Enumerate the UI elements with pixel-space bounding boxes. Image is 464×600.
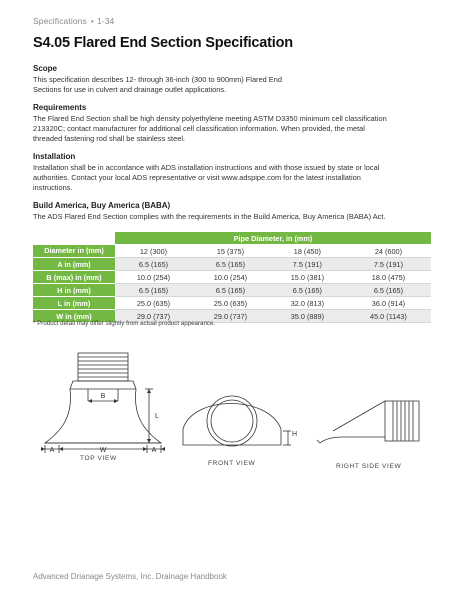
row-label: L in (mm) bbox=[33, 297, 115, 310]
table-cell: 25.0 (635) bbox=[192, 297, 269, 310]
baba-line: The ADS Flared End Section complies with the requirements in the Build America, Buy America (BABA) Act. bbox=[33, 212, 386, 221]
table-row bbox=[33, 271, 431, 284]
page-title: S4.05 Flared End Section Specification bbox=[33, 35, 293, 51]
requirements-line: The Flared End Section shall be high density polyethylene meeting ASTM D3350 minimum cell classification bbox=[33, 114, 387, 123]
table-cell: 18 (450) bbox=[269, 245, 346, 258]
table-cell: 29.0 (737) bbox=[192, 310, 269, 323]
table-cell: 6.5 (165) bbox=[115, 284, 192, 297]
table-row bbox=[33, 297, 431, 310]
separator-dot: • bbox=[90, 16, 94, 26]
running-head-section: Specifications bbox=[33, 16, 87, 26]
table-cell: 25.0 (635) bbox=[115, 297, 192, 310]
page-footer: Advanced Drianage Systems, Inc. Drainage Handbook bbox=[33, 572, 227, 581]
installation-line: instructions. bbox=[33, 183, 73, 192]
requirements-text bbox=[33, 114, 387, 144]
table-cell: 10.0 (254) bbox=[115, 271, 192, 284]
baba-heading: Build America, Buy America (BABA) bbox=[33, 201, 171, 210]
dim-l-label: L bbox=[155, 413, 159, 420]
table-row bbox=[33, 284, 431, 297]
dim-a-right-label: A bbox=[151, 447, 157, 454]
installation-line: Installation shall be in accordance with ADS installation instructions and with those issued by state or local bbox=[33, 163, 380, 172]
table-cell: 10.0 (254) bbox=[192, 271, 269, 284]
installation-line: authorities. Contact your local ADS representative or visit www.adspipe.com for the latest installation bbox=[33, 173, 361, 182]
side-bottom bbox=[320, 437, 385, 443]
table-corner-cell bbox=[33, 232, 115, 245]
table-cell: 6.5 (165) bbox=[192, 258, 269, 271]
requirements-line: 213320C; contact manufacturer for additional cell classification information. When provided, the metal bbox=[33, 124, 365, 133]
row-label: A in (mm) bbox=[33, 258, 115, 271]
scope-line: This specification describes 12- through 36-inch (300 to 900mm) Flared End bbox=[33, 75, 282, 84]
table-cell: 18.0 (475) bbox=[346, 271, 431, 284]
table-cell: 6.5 (165) bbox=[115, 258, 192, 271]
top-view-label: TOP VIEW bbox=[80, 455, 117, 462]
table-cell: 7.5 (191) bbox=[269, 258, 346, 271]
row-label: H in (mm) bbox=[33, 284, 115, 297]
pipe-diameter-header: Pipe Diameter, in (mm) bbox=[115, 232, 431, 245]
table-cell: 6.5 (165) bbox=[192, 284, 269, 297]
specification-table bbox=[33, 232, 431, 323]
table-cell: 29.0 (737) bbox=[115, 310, 192, 323]
table-cell: 15.0 (381) bbox=[269, 271, 346, 284]
table-cell: 32.0 (813) bbox=[269, 297, 346, 310]
row-label: B (max) in (mm) bbox=[33, 271, 115, 284]
pipe-inner-circle bbox=[211, 400, 253, 442]
side-view-drawing bbox=[317, 401, 419, 443]
running-head bbox=[33, 16, 114, 26]
table-cell: 36.0 (914) bbox=[346, 297, 431, 310]
dim-b-label: B bbox=[100, 393, 106, 400]
side-top bbox=[333, 401, 385, 431]
scope-heading: Scope bbox=[33, 64, 58, 73]
side-collar bbox=[385, 401, 393, 441]
top-view-drawing bbox=[41, 353, 165, 454]
table-cell: 24 (600) bbox=[346, 245, 431, 258]
requirements-line: threaded fastening rod shall be stainless steel. bbox=[33, 134, 186, 143]
side-lip bbox=[317, 440, 320, 443]
dim-a-left-label: A bbox=[49, 447, 55, 454]
front-outline bbox=[183, 404, 281, 446]
row-label: W in (mm) bbox=[33, 310, 115, 323]
baba-text bbox=[33, 212, 385, 222]
front-view-label: FRONT VIEW bbox=[208, 460, 256, 467]
table-row bbox=[33, 258, 431, 271]
footnote: * Product detail may differ slightly from actual product appearance. bbox=[33, 320, 216, 327]
table-cell: 6.5 (165) bbox=[269, 284, 346, 297]
table-cell: 6.5 (165) bbox=[346, 284, 431, 297]
installation-text bbox=[33, 163, 379, 193]
scope-line: Sections for use in culvert and drainage outlet applications. bbox=[33, 85, 227, 94]
collar bbox=[70, 381, 136, 389]
table-row bbox=[33, 245, 431, 258]
table-header-row bbox=[33, 232, 431, 245]
scope-text bbox=[33, 75, 282, 95]
table-cell: 35.0 (889) bbox=[269, 310, 346, 323]
installation-heading: Installation bbox=[33, 152, 76, 161]
side-view-label: RIGHT SIDE VIEW bbox=[336, 463, 402, 470]
dim-w-label: W bbox=[99, 447, 107, 454]
dim-h-label: H bbox=[292, 431, 298, 438]
row-label: Diameter in (mm) bbox=[33, 245, 115, 258]
front-view-drawing bbox=[183, 396, 297, 446]
table-cell: 7.5 (191) bbox=[346, 258, 431, 271]
table-cell: 45.0 (1143) bbox=[346, 310, 431, 323]
table-cell: 12 (300) bbox=[115, 245, 192, 258]
requirements-heading: Requirements bbox=[33, 103, 87, 112]
table-cell: 15 (375) bbox=[192, 245, 269, 258]
running-head-page: 1-34 bbox=[96, 16, 115, 26]
